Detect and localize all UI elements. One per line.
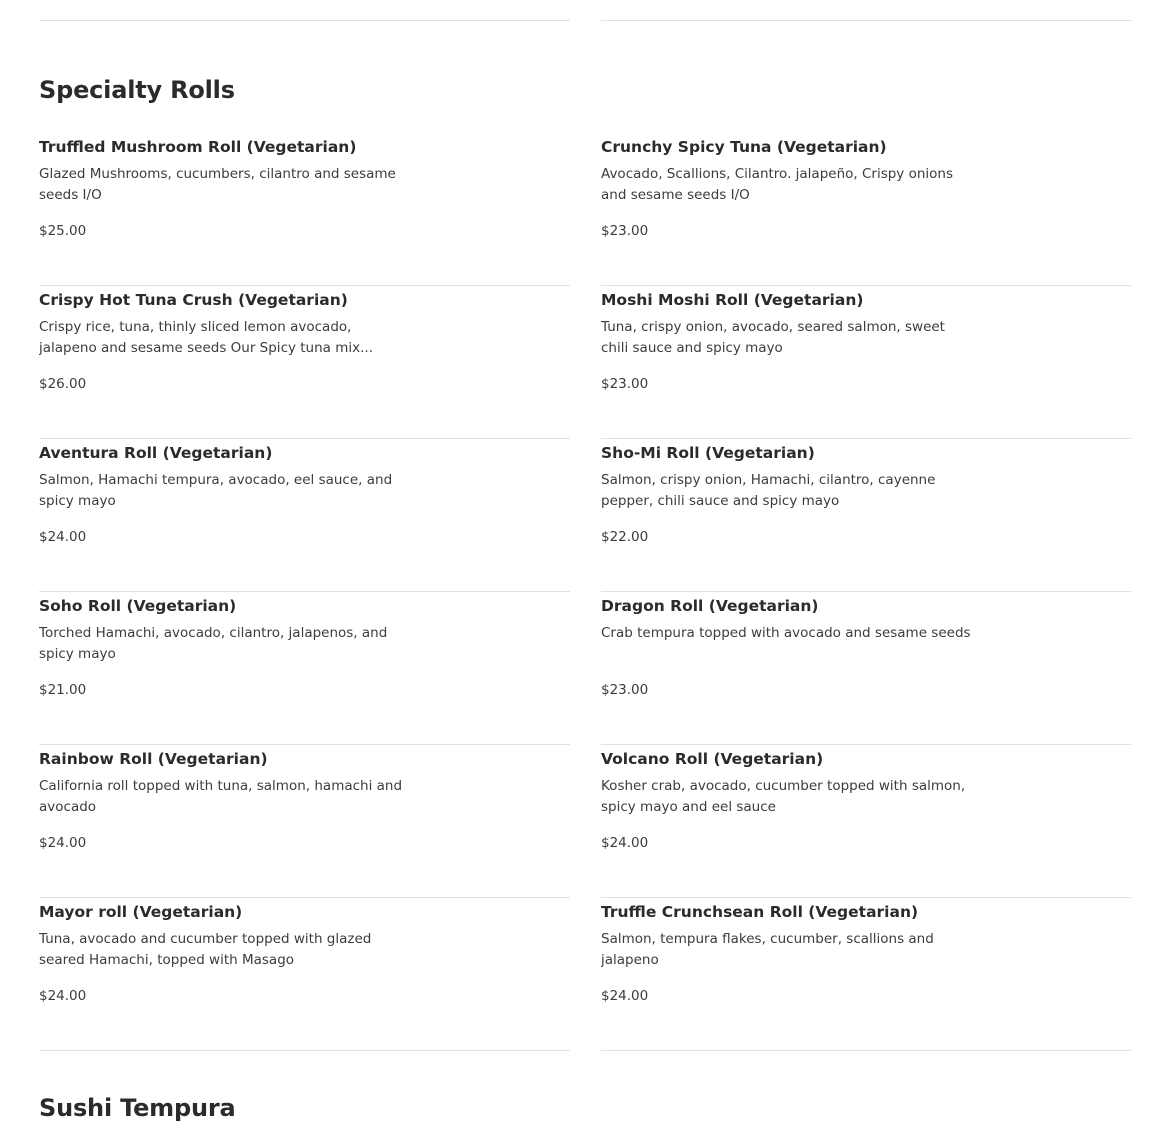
menu-item[interactable]: [39, 898, 570, 1051]
menu-item-description: Avocado, Scallions, Cilantro. jalapeño, Crispy onions and sesame seeds I/O: [601, 166, 954, 203]
menu-item-name: Soho Roll (Vegetarian): [39, 597, 237, 615]
menu-item-description: Crispy rice, tuna, thinly sliced lemon avocado, jalapeno and sesame seeds Our Spicy tuna mix...: [39, 319, 373, 356]
menu-item-name: Crunchy Spicy Tuna (Vegetarian): [601, 138, 887, 156]
menu-item-price: $25.00: [39, 223, 87, 239]
menu-item-name: Sho-Mi Roll (Vegetarian): [601, 444, 815, 462]
menu-item[interactable]: [39, 133, 570, 286]
menu-item-price: $24.00: [601, 835, 649, 851]
menu-item-description: Salmon, Hamachi tempura, avocado, eel sauce, and spicy mayo: [39, 472, 393, 509]
menu-item-price: $21.00: [39, 682, 87, 698]
menu-item-description: Torched Hamachi, avocado, cilantro, jalapenos, and spicy mayo: [39, 625, 388, 662]
menu-item-description: Salmon, tempura flakes, cucumber, scallions and jalapeno: [601, 931, 934, 968]
menu-item[interactable]: [39, 286, 570, 439]
menu-item[interactable]: [39, 439, 570, 592]
menu-item-price: $26.00: [39, 376, 87, 392]
previous-section-divider-left: [39, 20, 570, 21]
menu-item-name: Volcano Roll (Vegetarian): [601, 750, 824, 768]
previous-section-divider-right: [601, 20, 1131, 21]
menu-item-name: Aventura Roll (Vegetarian): [39, 444, 273, 462]
menu-item-price: $24.00: [39, 988, 87, 1004]
menu-item-name: Rainbow Roll (Vegetarian): [39, 750, 268, 768]
menu-item-description: Glazed Mushrooms, cucumbers, cilantro and sesame seeds I/O: [39, 166, 396, 203]
menu-item-price: $22.00: [601, 529, 649, 545]
menu-item[interactable]: [601, 745, 1131, 898]
menu-item-name: Dragon Roll (Vegetarian): [601, 597, 819, 615]
section-title-specialty-rolls: Specialty Rolls: [39, 76, 235, 104]
menu-item-name: Truffled Mushroom Roll (Vegetarian): [39, 138, 357, 156]
menu-item[interactable]: [601, 133, 1131, 286]
menu-item[interactable]: [39, 745, 570, 898]
menu-item-description: Tuna, crispy onion, avocado, seared salmon, sweet chili sauce and spicy mayo: [601, 319, 945, 356]
menu-item[interactable]: [601, 898, 1131, 1051]
menu-item-name: Moshi Moshi Roll (Vegetarian): [601, 291, 864, 309]
section-title-sushi-tempura: Sushi Tempura: [39, 1094, 236, 1122]
menu-item-price: $23.00: [601, 223, 649, 239]
menu-item-description: Crab tempura topped with avocado and sesame seeds: [601, 625, 971, 641]
menu-item-price: $24.00: [39, 835, 87, 851]
menu-item-description: Kosher crab, avocado, cucumber topped with salmon, spicy mayo and eel sauce: [601, 778, 966, 815]
menu-item[interactable]: [39, 592, 570, 745]
menu-item-price: $23.00: [601, 682, 649, 698]
menu-item-description: Salmon, crispy onion, Hamachi, cilantro, cayenne pepper, chili sauce and spicy mayo: [601, 472, 936, 509]
menu-item[interactable]: [601, 286, 1131, 439]
menu-item-name: Mayor roll (Vegetarian): [39, 903, 243, 921]
menu-item-price: $24.00: [39, 529, 87, 545]
menu-item-name: Crispy Hot Tuna Crush (Vegetarian): [39, 291, 348, 309]
menu-item-description: Tuna, avocado and cucumber topped with glazed seared Hamachi, topped with Masago: [39, 931, 372, 968]
menu-item-price: $23.00: [601, 376, 649, 392]
menu-item-name: Truffle Crunchsean Roll (Vegetarian): [601, 903, 919, 921]
menu-item-price: $24.00: [601, 988, 649, 1004]
menu-items-grid: [39, 133, 1131, 1051]
menu-item[interactable]: [601, 592, 1131, 745]
menu-item-description: California roll topped with tuna, salmon, hamachi and avocado: [39, 778, 403, 815]
menu-item[interactable]: [601, 439, 1131, 592]
